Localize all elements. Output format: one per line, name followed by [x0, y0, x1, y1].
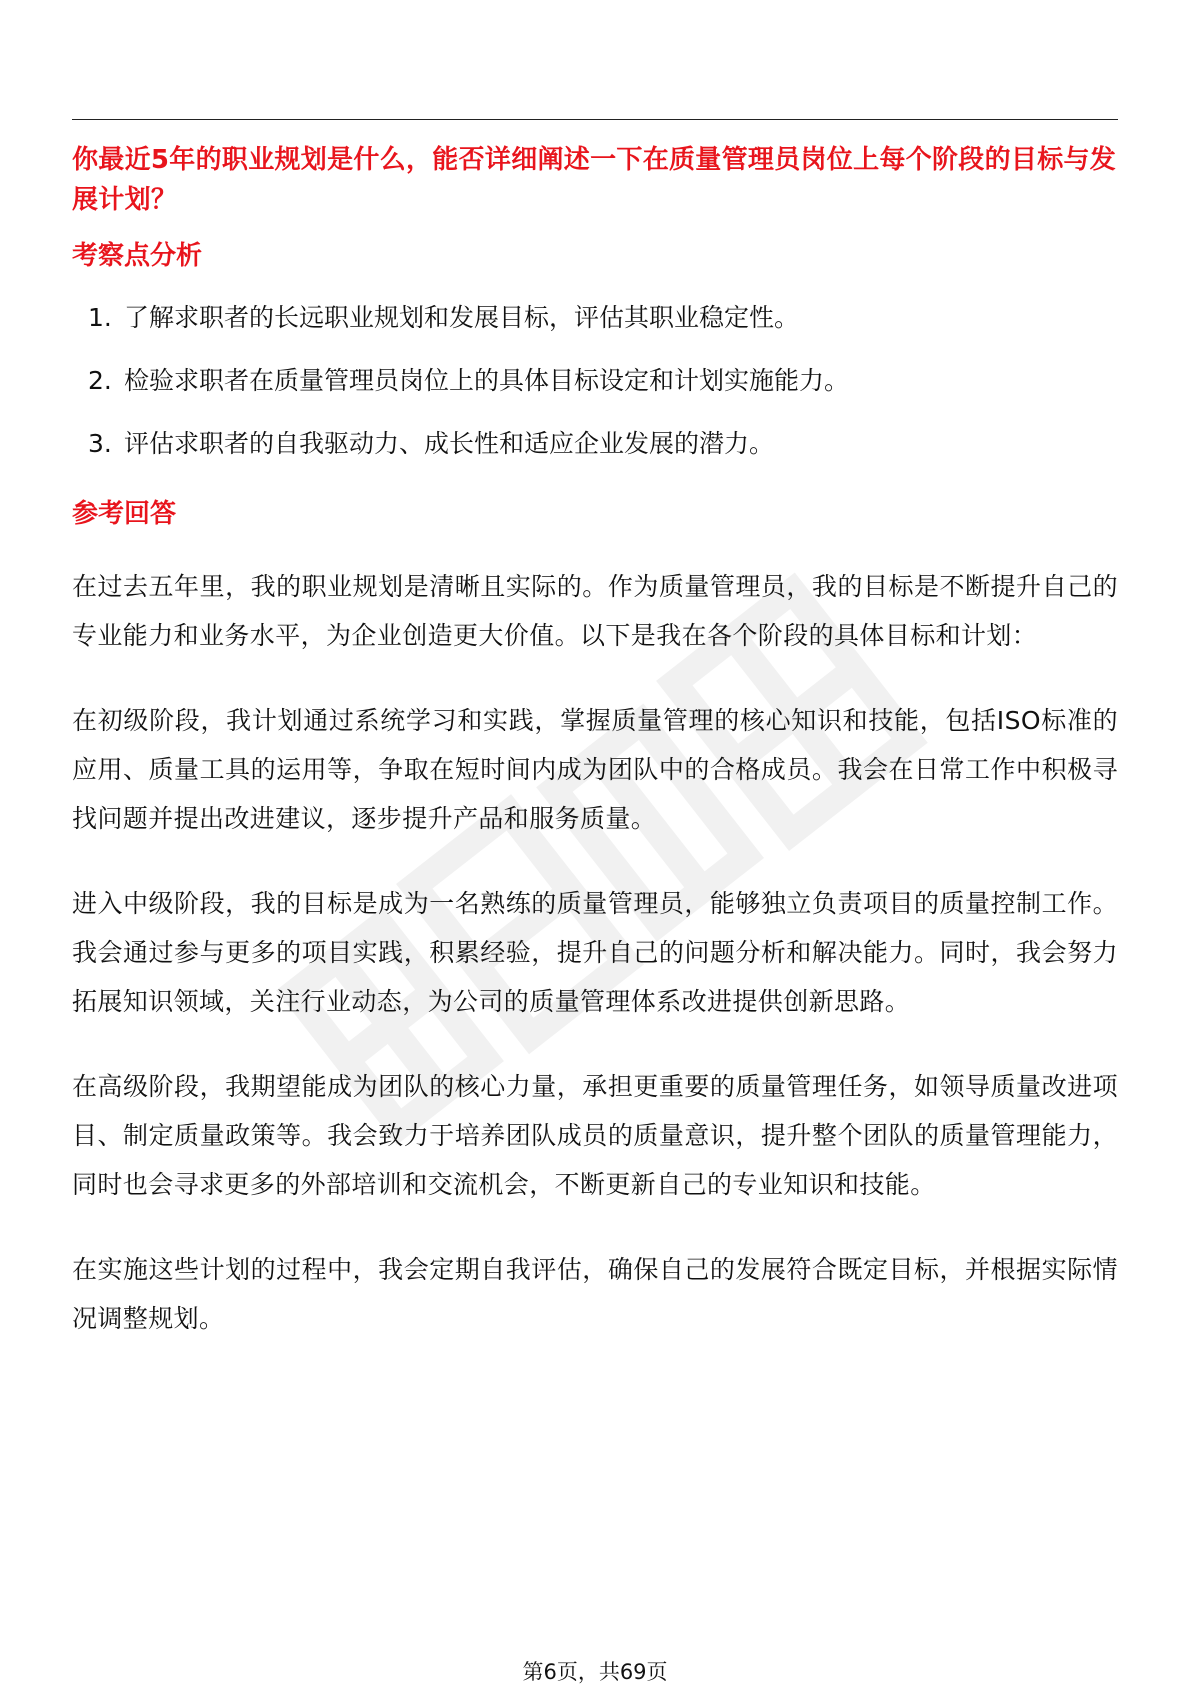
list-item-text: 评估求职者的自我驱动力、成长性和适应企业发展的潜力。 — [124, 429, 775, 458]
analysis-heading: 考察点分析 — [72, 241, 203, 271]
answer-paragraph: 在初级阶段，我计划通过系统学习和实践，掌握质量管理的核心知识和技能，包括ISO标准的应用、质量工具的运用等，争取在短时间内成为团队中的合格成员。我会在日常工作中积极寻找问题并提出改进建议，逐步提升产品和服务质量。 — [72, 706, 1118, 833]
main-content — [72, 140, 1118, 1343]
question-title: 你最近5年的职业规划是什么，能否详细阐述一下在质量管理员岗位上每个阶段的目标与发展计划？ — [72, 145, 1117, 215]
list-item — [72, 300, 1118, 336]
answer-paragraph: 在高级阶段，我期望能成为团队的核心力量，承担更重要的质量管理任务，如领导质量改进项目、制定质量政策等。我会致力于培养团队成员的质量意识，提升整个团队的质量管理能力，同时也会寻求更多的外部培训和交流机会，不断更新自己的专业知识和技能。 — [72, 1072, 1118, 1199]
list-item-number: 3. — [88, 429, 112, 458]
list-item-number: 1. — [88, 303, 112, 332]
list-item-number: 2. — [88, 366, 112, 395]
list-item — [72, 363, 1118, 399]
answer-paragraph: 进入中级阶段，我的目标是成为一名熟练的质量管理员，能够独立负责项目的质量控制工作。我会通过参与更多的项目实践，积累经验，提升自己的问题分析和解决能力。同时，我会努力拓展知识领域，关注行业动态，为公司的质量管理体系改进提供创新思路。 — [72, 889, 1118, 1016]
list-item-text: 检验求职者在质量管理员岗位上的具体目标设定和计划实施能力。 — [124, 366, 850, 395]
answer-paragraph: 在实施这些计划的过程中，我会定期自我评估，确保自己的发展符合既定目标，并根据实际情况调整规划。 — [72, 1255, 1118, 1333]
analysis-list — [72, 300, 1118, 462]
list-item — [72, 426, 1118, 462]
answer-heading: 参考回答 — [72, 499, 177, 529]
list-item-text: 了解求职者的长远职业规划和发展目标，评估其职业稳定性。 — [124, 303, 800, 332]
page-number-footer: 第6页，共69页 — [522, 1660, 668, 1684]
answer-paragraph: 在过去五年里，我的职业规划是清晰且实际的。作为质量管理员，我的目标是不断提升自己的专业能力和业务水平，为企业创造更大价值。以下是我在各个阶段的具体目标和计划： — [72, 572, 1118, 650]
top-divider — [72, 119, 1118, 120]
